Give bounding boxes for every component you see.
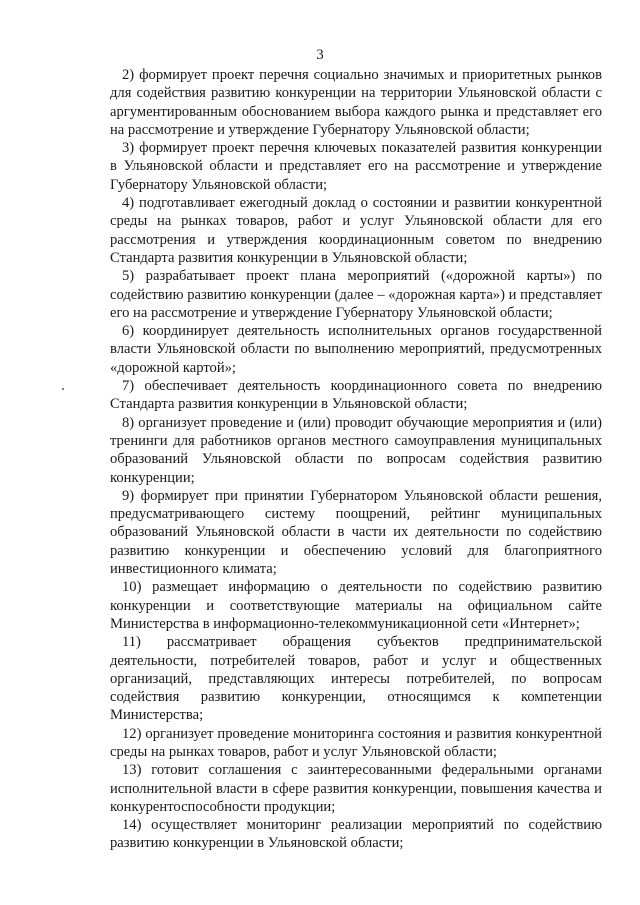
list-item: 3) формирует проект перечня ключевых показателей развития конкуренции в Ульяновской области и представляет его на рассмотрение и утверждение Губернатору Ульяновской области; [110,140,602,193]
list-item: 6) координирует деятельность исполнительных органов государственной власти Ульяновской области по выполнению мероприятий, предусмотренных «дорожной картой»; [110,323,602,376]
list-item: 4) подготавливает ежегодный доклад о состоянии и развитии конкурентной среды на рынках товаров, работ и услуг Ульяновской области для его рассмотрения и утверждения координационным советом по внедрению Стандарта развития конкуренции в Ульяновской области; [110,195,602,266]
list-item: 13) готовит соглашения с заинтересованными федеральными органами исполнительной власти в сфере развития конкуренции, повышения качества и конкурентоспособности продукции; [110,762,602,815]
list-item: 14) осуществляет мониторинг реализации мероприятий по содействию развитию конкуренции в Ульяновской области; [110,817,602,852]
document-body [110,66,602,853]
list-item: 8) организует проведение и (или) проводит обучающие мероприятия и (или) тренинги для работников органов местного самоуправления муниципальных образований Ульяновской области по вопросам содействия развитию конкуренции; [110,414,602,486]
list-item: 12) организует проведение мониторинга состояния и развития конкурентной среды на рынках товаров, работ и услуг Ульяновской области; [110,725,602,760]
list-item: 2) формирует проект перечня социально значимых и приоритетных рынков для содействия развитию конкуренции на территории Ульяновской области с аргументированным обоснованием выбора каждого рынка и представляет его на рассмотрение и утверждение Губернатору Ульяновской области; [110,67,602,138]
list-item: 7) обеспечивает деятельность координационного совета по внедрению Стандарта развития конкуренции в Ульяновской области; [110,378,602,413]
list-item: 11) рассматривает обращения субъектов предпринимательской деятельности, потребителей товаров, работ и услуг и общественных организаций, представляющих интересы потребителей, по вопросам содействия развитию конкуренции, относящимся к компетенции Министерства; [110,634,602,724]
page-number: 3 [316,47,324,63]
list-item: 9) формирует при принятии Губернатором Ульяновской области решения, предусматривающего систему поощрений, рейтинг муниципальных образований Ульяновской области в части их деятельности по содействию развитию конкуренции и обеспечению условий для благоприятного инвестиционного климата; [110,487,602,578]
list-item: 10) размещает информацию о деятельности по содействию развитию конкуренции и соответствующие материалы на официальном сайте Министерства в информационно-телекоммуникационной сети «Интернет»; [110,579,602,632]
list-item: 5) разрабатывает проект плана мероприятий («дорожной карты») по содействию развитию конкуренции (далее – «дорожная карта») и представляет его на рассмотрение и утверждение Губернатору Ульяновской области; [110,268,602,321]
scan-speck [62,388,64,390]
